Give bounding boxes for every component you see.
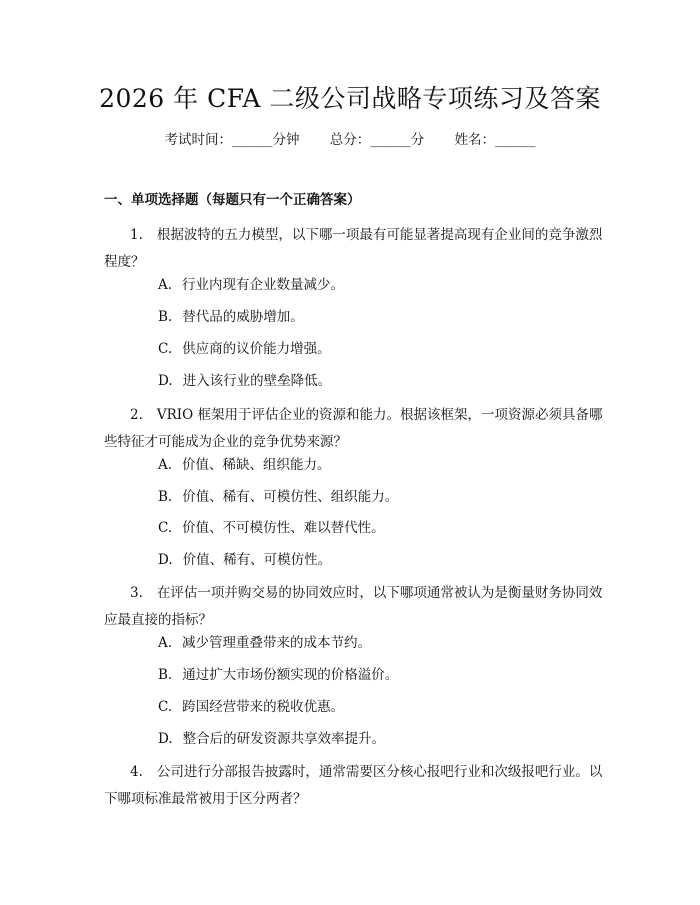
question-number: 3. [130, 585, 143, 601]
question-3 [104, 580, 604, 634]
question-3-option-c [158, 697, 344, 717]
question-number: 2. [130, 407, 143, 423]
question-3-option-a [158, 633, 371, 653]
option-text: 减少管理重叠带来的成本节约。 [182, 635, 372, 651]
option-letter: D. [158, 731, 173, 747]
option-text: 通过扩大市场份额实现的价格溢价。 [182, 667, 399, 683]
page-title: 2026 年 CFA 二级公司战略专项练习及答案 [99, 84, 601, 113]
option-text: 跨国经营带来的税收优惠。 [182, 699, 345, 715]
option-letter: C. [158, 341, 173, 357]
option-letter: B. [158, 667, 173, 683]
option-text: 价值、不可模仿性、难以替代性。 [182, 520, 385, 536]
option-text: 行业内现有企业数量减少。 [182, 277, 345, 293]
question-4 [104, 759, 604, 813]
question-number: 1. [130, 227, 143, 243]
option-letter: A. [158, 457, 173, 473]
question-1 [104, 222, 604, 276]
question-2-option-d [158, 550, 331, 570]
option-text: 替代品的威胁增加。 [182, 309, 304, 325]
option-text: 价值、稀缺、组织能力。 [182, 457, 331, 473]
question-2-option-a [158, 455, 331, 475]
option-text: 供应商的议价能力增强。 [182, 341, 331, 357]
option-text: 价值、稀有、可模仿性。 [182, 552, 332, 568]
question-1-option-a [158, 275, 344, 295]
question-2-option-c [158, 518, 385, 538]
option-text: 整合后的研发资源共享效率提升。 [182, 731, 386, 747]
question-1-option-b [158, 307, 304, 327]
option-letter: C. [158, 699, 173, 715]
question-2 [104, 402, 604, 456]
question-number: 4. [130, 764, 143, 780]
option-letter: B. [158, 309, 173, 325]
exam-time-field: 考试时间：______分钟 [164, 132, 300, 148]
question-text: 根据波特的五力模型，以下哪一项最有可能显著提高现有企业间的竞争激烈程度？ [104, 227, 603, 270]
question-3-option-b [158, 665, 398, 685]
name-field: 姓名：______ [454, 132, 536, 148]
question-text: VRIO 框架用于评估企业的资源和能力。根据该框架，一项资源必须具备哪些特征才可能成为企业的竞争优势来源？ [104, 407, 603, 450]
question-2-option-b [158, 487, 398, 507]
option-letter: D. [158, 552, 173, 568]
total-score-field: 总分：______分 [329, 132, 425, 148]
option-text: 价值、稀有、可模仿性、组织能力。 [182, 489, 399, 505]
section-heading: 一、单项选择题（每题只有一个正确答案） [104, 192, 361, 208]
option-letter: C. [158, 520, 173, 536]
option-text: 进入该行业的壁垒降低。 [182, 373, 332, 389]
question-1-option-d [158, 371, 331, 391]
option-letter: D. [158, 373, 173, 389]
exam-meta [0, 130, 700, 150]
question-text: 公司进行分部报告披露时，通常需要区分核心报吧行业和次级报吧行业。以下哪项标准最常被用于区分两者？ [104, 764, 603, 807]
option-letter: A. [158, 277, 173, 293]
question-text: 在评估一项并购交易的协同效应时，以下哪项通常被认为是衡量财务协同效应最直接的指标？ [104, 585, 603, 628]
question-3-option-d [158, 729, 385, 749]
option-letter: B. [158, 489, 173, 505]
option-letter: A. [158, 635, 173, 651]
question-1-option-c [158, 339, 331, 359]
